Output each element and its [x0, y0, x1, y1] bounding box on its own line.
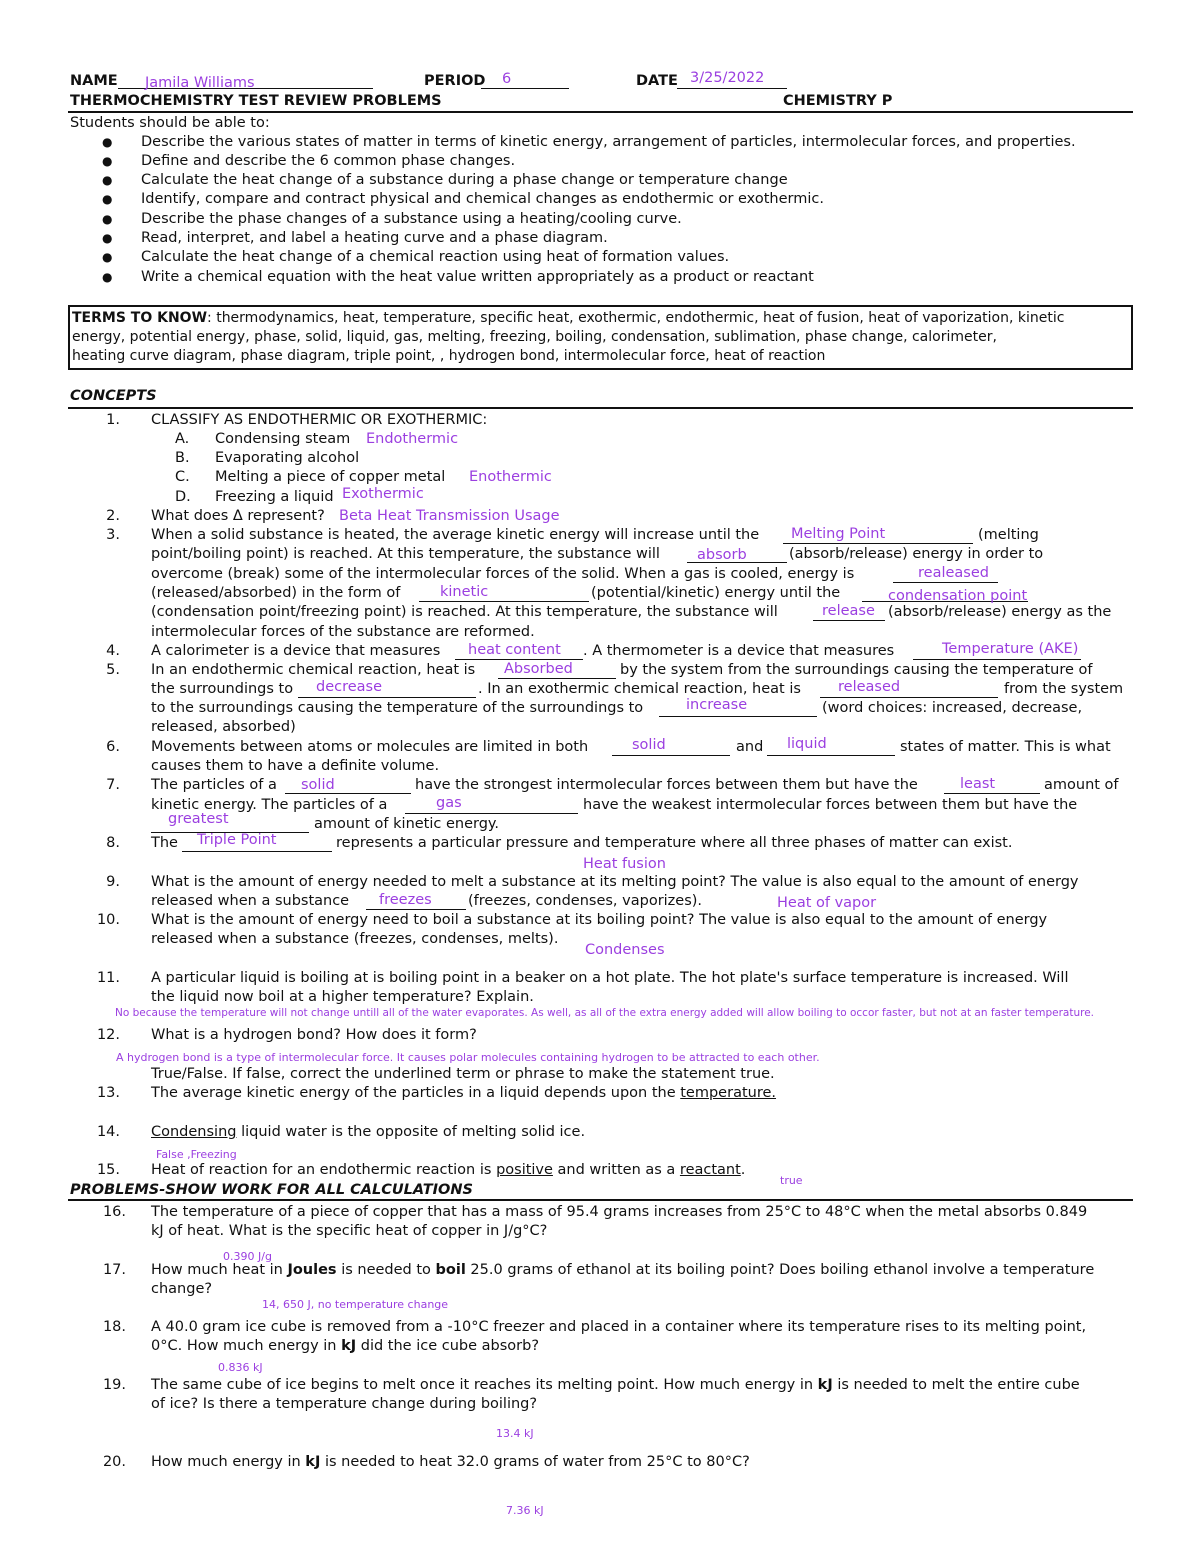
q20-line	[151, 1453, 750, 1472]
q7-text-a: The particles of a	[151, 777, 277, 793]
date-value: 3/25/2022	[690, 70, 765, 86]
q2-text: What does Δ represent?	[151, 508, 325, 524]
q17-answer: 14, 650 J, no temperature change	[262, 1298, 449, 1311]
header-rule	[68, 111, 1133, 113]
q15-text	[151, 1161, 745, 1180]
q1d-text: Freezing a liquid	[215, 489, 334, 505]
q7-text-b: have the strongest intermolecular forces between them but have the	[415, 777, 918, 793]
question-number: 1.	[106, 412, 120, 428]
q9-answer: Heat fusion	[583, 856, 666, 872]
terms-line-3: heating curve diagram, phase diagram, triple point, , hydrogen bond, intermolecular force, heat of reaction	[72, 348, 826, 364]
q5-blank-2	[298, 697, 476, 698]
q11-line-1: A particular liquid is boiling at is boiling point in a beaker on a hot plate. The hot plate's surface temperature is increased. Will	[151, 970, 1069, 986]
question-number: 3.	[106, 527, 120, 543]
terms-line-1	[72, 309, 1064, 328]
q18-line-2	[151, 1337, 539, 1356]
q3-answer-5: condensation point	[888, 588, 1028, 604]
q15-text-c: .	[740, 1162, 746, 1178]
question-number: 16.	[102, 1204, 126, 1220]
q19-text-a: The same cube of ice begins to melt once it reaches its melting point. How much energy in	[151, 1377, 814, 1393]
q6-answer-1: solid	[632, 737, 666, 753]
q7-line-2b: have the weakest intermolecular forces between them but have the	[583, 797, 1078, 813]
q5-blank-1	[498, 678, 616, 679]
q5-line-3b: (word choices: increased, decrease,	[822, 700, 1083, 716]
q13-text	[151, 1084, 776, 1103]
q18-text-a: 0°C. How much energy in	[151, 1338, 337, 1354]
question-number: 20.	[102, 1454, 126, 1470]
q13-text-a: The average kinetic energy of the particles in a liquid depends upon the	[151, 1085, 676, 1101]
question-number: 11.	[96, 970, 120, 986]
q7-answer-2: least	[960, 776, 996, 792]
q4-text-a: A calorimeter is a device that measures	[151, 643, 441, 659]
student-name: Jamila Williams	[145, 75, 255, 91]
q9-answer-2: freezes	[379, 892, 432, 908]
q5-line-2b: . In an exothermic chemical reaction, heat is	[478, 681, 801, 697]
bullet: ●	[102, 231, 113, 245]
question-number: 18.	[102, 1319, 126, 1335]
q20-answer: 7.36 kJ	[506, 1504, 544, 1517]
question-number: 14.	[96, 1124, 120, 1140]
q4-answer-2: Temperature (AKE)	[942, 641, 1079, 657]
q13-underlined: temperature.	[680, 1085, 777, 1101]
q6-blank-2	[767, 755, 895, 756]
q20-text-a: How much energy in	[151, 1454, 301, 1470]
q9-line-2b: (freezes, condenses, vaporizes).	[468, 893, 703, 909]
q10-answer: Heat of vapor	[777, 895, 877, 911]
date-label: DATE	[636, 73, 678, 89]
q17-text-d: 25.0 grams of ethanol at its boiling point? Does boiling ethanol involve a temperature	[470, 1262, 1095, 1278]
q6-text-b: and	[736, 739, 764, 755]
problems-rule	[68, 1199, 1133, 1201]
q15-text-b: and written as a	[557, 1162, 676, 1178]
q9-line-2a: released when a substance	[151, 893, 350, 909]
bullet: ●	[102, 135, 113, 149]
q3-blank-1	[783, 543, 973, 544]
q19-line-2: of ice? Is there a temperature change during boiling?	[151, 1396, 538, 1412]
q12-text: What is a hydrogen bond? How does it form?	[151, 1027, 477, 1043]
q14-text	[151, 1123, 585, 1142]
q3-answer-1: Melting Point	[791, 526, 886, 542]
q18-answer: 0.836 kJ	[218, 1361, 263, 1374]
q11-line-2: the liquid now boil at a higher temperature? Explain.	[151, 989, 534, 1005]
q14-answer: False ,Freezing	[156, 1148, 237, 1161]
q1c-letter: C.	[175, 469, 190, 485]
question-number: 13.	[96, 1085, 120, 1101]
terms-label: TERMS TO KNOW	[72, 310, 208, 326]
q1a-answer: Endothermic	[366, 431, 459, 447]
course-name: CHEMISTRY P	[783, 93, 893, 109]
date-line	[677, 88, 787, 89]
q4-blank-1	[455, 659, 583, 660]
q1d-answer: Exothermic	[342, 486, 424, 502]
q8-text-a: The	[151, 835, 178, 851]
q5-answer-4: increase	[686, 697, 748, 713]
q7-answer-3: gas	[436, 795, 462, 811]
question-number: 7.	[106, 777, 120, 793]
q5-blank-3	[820, 697, 998, 698]
q1b-letter: B.	[175, 450, 190, 466]
q18-bold-kj: kJ	[341, 1338, 357, 1354]
q6-text-c: states of matter. This is what	[900, 739, 1111, 755]
q1-text: CLASSIFY AS ENDOTHERMIC OR EXOTHERMIC:	[151, 412, 488, 428]
q3-blank-6	[813, 620, 885, 621]
objectives-intro: Students should be able to:	[70, 115, 270, 131]
q8-text-b: represents a particular pressure and temperature where all three phases of matter can exist.	[336, 835, 1013, 851]
q3-line-5a: (condensation point/freezing point) is reached. At this temperature, the substance will	[151, 604, 778, 620]
q3-answer-4: kinetic	[440, 584, 489, 600]
q17-text-c: is needed to	[341, 1262, 431, 1278]
q17-bold-boil: boil	[435, 1262, 466, 1278]
q1d-letter: D.	[175, 489, 191, 505]
terms-text: : thermodynamics, heat, temperature, specific heat, exothermic, endothermic, heat of fusion, heat of vaporization, kinetic	[207, 310, 1065, 326]
q7-answer-1: solid	[301, 777, 335, 793]
q3-blank-4	[419, 601, 589, 602]
q4-text-b: . A thermometer is a device that measures	[583, 643, 895, 659]
question-number: 4.	[106, 643, 120, 659]
objective-item: Describe the phase changes of a substance using a heating/cooling curve.	[141, 211, 682, 227]
bullet: ●	[102, 173, 113, 187]
q6-text-a: Movements between atoms or molecules are limited in both	[151, 739, 589, 755]
q5-answer-3: released	[838, 679, 901, 695]
q5-line-2a: the surroundings to	[151, 681, 294, 697]
q20-text-c: is needed to heat 32.0 grams of water from 25°C to 80°C?	[324, 1454, 750, 1470]
q5-line-2c: from the system	[1004, 681, 1124, 697]
q8-blank	[182, 851, 332, 852]
terms-line-2: energy, potential energy, phase, solid, liquid, gas, melting, freezing, boiling, condensation, sublimation, phase change, calorimeter,	[72, 329, 997, 345]
q19-answer: 13.4 kJ	[496, 1427, 534, 1440]
q19-bold-kj: kJ	[817, 1377, 833, 1393]
q19-text-c: is needed to melt the entire cube	[837, 1377, 1080, 1393]
question-number: 17.	[102, 1262, 126, 1278]
q14-text-b: liquid water is the opposite of melting solid ice.	[241, 1124, 586, 1140]
question-number: 10.	[96, 912, 120, 928]
q17-text-a: How much heat in	[151, 1262, 283, 1278]
objective-item: Write a chemical equation with the heat value written appropriately as a product or reactant	[141, 269, 814, 285]
bullet: ●	[102, 192, 113, 206]
question-number: 6.	[106, 739, 120, 755]
q5-answer-2: decrease	[316, 679, 383, 695]
q3-line-3a: overcome (break) some of the intermolecular forces of the solid. When a gas is cooled, energy is	[151, 566, 855, 582]
q18-line-1: A 40.0 gram ice cube is removed from a -10°C freezer and placed in a container where its temperature rises to its melting point,	[151, 1319, 1087, 1335]
q17-line-2: change?	[151, 1281, 213, 1297]
q7-answer-4: greatest	[168, 811, 229, 827]
objective-item: Calculate the heat change of a chemical reaction using heat of formation values.	[141, 249, 730, 265]
q5-line-4: released, absorbed)	[151, 719, 296, 735]
q15-answer: true	[780, 1174, 803, 1187]
q3-line-5b: (absorb/release) energy as the	[888, 604, 1112, 620]
q9-blank	[366, 909, 466, 910]
q19-line-1	[151, 1376, 1080, 1395]
q6-answer-2: liquid	[787, 736, 827, 752]
q7-blank-2	[944, 793, 1040, 794]
q3-answer-6: release	[822, 603, 875, 619]
q5-line-1b: by the system from the surroundings causing the temperature of	[620, 662, 1093, 678]
q3-line-4b: (potential/kinetic) energy until the	[591, 585, 841, 601]
question-number: 15.	[96, 1162, 120, 1178]
q2-answer: Beta Heat Transmission Usage	[339, 508, 560, 524]
q5-line-3a: to the surroundings causing the temperature of the surroundings to	[151, 700, 644, 716]
q16-answer: 0.390 J/g	[223, 1250, 272, 1263]
q11-answer: No because the temperature will not change untill all of the water evaporates. As well, as all of the extra energy added will allow boiling to occor faster, but not at an faster temperature.	[115, 1007, 1094, 1019]
bullet: ●	[102, 250, 113, 264]
bullet: ●	[102, 154, 113, 168]
period-line	[481, 88, 569, 89]
q1c-text: Melting a piece of copper metal	[215, 469, 446, 485]
q9-line-1: What is the amount of energy needed to melt a substance at its melting point? The value is also equal to the amount of energy	[151, 874, 1079, 890]
q1a-letter: A.	[175, 431, 190, 447]
question-number: 5.	[106, 662, 120, 678]
q3-line-4a: (released/absorbed) in the form of	[151, 585, 401, 601]
objective-item: Identify, compare and contract physical and chemical changes as endothermic or exothermic.	[141, 191, 824, 207]
q3-line-2a: point/boiling point) is reached. At this temperature, the substance will	[151, 546, 660, 562]
q3-line-2b: (absorb/release) energy in order to	[789, 546, 1044, 562]
objective-item: Calculate the heat change of a substance during a phase change or temperature change	[141, 172, 788, 188]
q7-text-c: amount of	[1044, 777, 1119, 793]
question-number: 2.	[106, 508, 120, 524]
question-number: 19.	[102, 1377, 126, 1393]
q15-text-a: Heat of reaction for an endothermic reaction is	[151, 1162, 492, 1178]
q8-answer: Triple Point	[197, 832, 277, 848]
q1b-text: Evaporating alcohol	[215, 450, 360, 466]
bullet: ●	[102, 212, 113, 226]
concepts-heading: CONCEPTS	[70, 388, 157, 404]
q7-line-2a: kinetic energy. The particles of a	[151, 797, 388, 813]
bullet: ●	[102, 270, 113, 284]
q5-answer-1: Absorbed	[504, 661, 573, 677]
q3-line-6: intermolecular forces of the substance are reformed.	[151, 624, 535, 640]
period-value: 6	[502, 71, 512, 87]
q3-line-1b: (melting	[978, 527, 1039, 543]
q4-blank-2	[913, 659, 1081, 660]
question-number: 12.	[96, 1027, 120, 1043]
q15-underlined-1: positive	[496, 1162, 553, 1178]
objective-item: Read, interpret, and label a heating curve and a phase diagram.	[141, 230, 608, 246]
worksheet-title: THERMOCHEMISTRY TEST REVIEW PROBLEMS	[70, 93, 442, 109]
q16-line-1: The temperature of a piece of copper that has a mass of 95.4 grams increases from 25°C to 48°C when the metal absorbs 0.849	[151, 1204, 1088, 1220]
question-number: 8.	[106, 835, 120, 851]
q17-bold-joules: Joules	[287, 1262, 337, 1278]
question-number: 9.	[106, 874, 120, 890]
q12-answer: A hydrogen bond is a type of intermolecular force. It causes polar molecules containing hydrogen to be attracted to each other.	[116, 1051, 820, 1064]
objective-item: Describe the various states of matter in terms of kinetic energy, arrangement of particles, intermolecular forces, and properties.	[141, 134, 1076, 150]
q16-line-2: kJ of heat. What is the specific heat of copper in J/g°C?	[151, 1223, 548, 1239]
q15-underlined-2: reactant	[679, 1162, 741, 1178]
q3-blank-3	[893, 582, 998, 583]
q6-blank-1	[612, 755, 730, 756]
q5-blank-4	[659, 716, 817, 717]
q18-text-c: did the ice cube absorb?	[360, 1338, 540, 1354]
q10-answer-2: Condenses	[585, 942, 665, 958]
q3-answer-2: absorb	[697, 547, 747, 563]
true-false-instructions: True/False. If false, correct the underlined term or phrase to make the statement true.	[151, 1066, 775, 1082]
q4-answer-1: heat content	[468, 642, 561, 658]
period-label: PERIOD	[424, 73, 486, 89]
name-label: NAME	[70, 73, 118, 89]
q6-line-2: causes them to have a definite volume.	[151, 758, 440, 774]
q3-answer-3: realeased	[918, 565, 989, 581]
q5-line-1a: In an endothermic chemical reaction, heat is	[151, 662, 476, 678]
q7-line-3: amount of kinetic energy.	[314, 816, 500, 832]
q20-bold-kj: kJ	[305, 1454, 321, 1470]
problems-heading: PROBLEMS-SHOW WORK FOR ALL CALCULATIONS	[70, 1182, 473, 1198]
q3-line-1a: When a solid substance is heated, the average kinetic energy will increase until the	[151, 527, 760, 543]
q7-blank-3	[405, 813, 578, 814]
objective-item: Define and describe the 6 common phase changes.	[141, 153, 516, 169]
q1a-text: Condensing steam	[215, 431, 351, 447]
q14-underlined: Condensing	[151, 1124, 237, 1140]
concepts-rule	[68, 407, 1133, 409]
q1c-answer: Enothermic	[469, 469, 552, 485]
q10-line-1: What is the amount of energy need to boil a substance at its boiling point? The value is also equal to the amount of energy	[151, 912, 1048, 928]
q17-line-1	[151, 1261, 1094, 1280]
q10-line-2: released when a substance (freezes, condenses, melts).	[151, 931, 559, 947]
